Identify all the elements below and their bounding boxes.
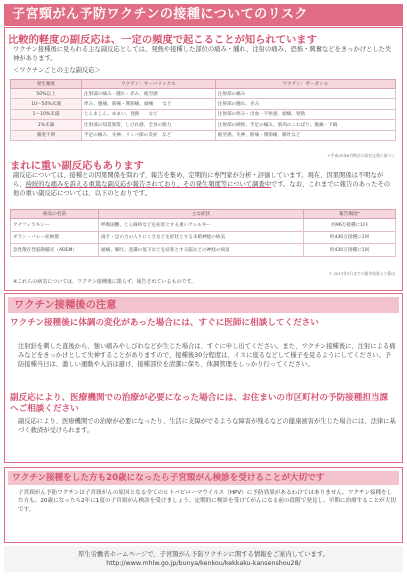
table-header: 主な症状 bbox=[99, 210, 304, 219]
table-header: 病気の名前 bbox=[11, 210, 99, 219]
table-header: ワクチン：ガーダシル bbox=[215, 80, 395, 89]
table-cell: じんましん、めまい、発熱 など bbox=[82, 109, 216, 119]
table-row bbox=[11, 109, 396, 119]
table-cell: ギラン・バレー症候群 bbox=[11, 231, 99, 244]
table-cell: 注射部の硬結、手足の痛み、筋肉のこわばり、腹痛・下痢 bbox=[215, 120, 395, 130]
table-cell: 頻度不明 bbox=[11, 130, 82, 140]
table-header: 発生頻度 bbox=[11, 80, 82, 89]
table-cell: アナフィラキシー bbox=[11, 219, 99, 232]
table-cell: 注射部の痒み・出血・不快感、頭痛、発熱 bbox=[215, 109, 395, 119]
table-cell: 50%以上 bbox=[11, 89, 82, 99]
table-cell: 頭痛、嘔吐、意識の低下などを症状とする脳などの神経の病気 bbox=[99, 244, 304, 257]
serious-side-effects-heading: まれに重い副反応もあります bbox=[10, 160, 144, 172]
consult-municipality-text: 副反応により、医療機関での治療が必要になったり、生活に支障がでるような障害が残るなどの健康被害が生じた場合には、法律に基づく救済が受けられます。 bbox=[18, 418, 396, 434]
table-row bbox=[11, 231, 396, 244]
side-effects-table bbox=[10, 79, 396, 141]
table-note: ＊ 2013年3月までの報告結果より算出 bbox=[328, 271, 395, 276]
table-header: 報告頻度* bbox=[304, 210, 396, 219]
serious-effects-table bbox=[10, 209, 396, 257]
table-caption: ＜ワクチンごとの主な副反応＞ bbox=[13, 67, 101, 74]
table-cell: 注射部の痛み bbox=[215, 89, 395, 99]
table-row bbox=[11, 219, 396, 232]
text-segment: です。なお、これまでに報告のあったその他の重い副反応については、以下のとおりです。 bbox=[13, 180, 391, 197]
table-row bbox=[11, 89, 396, 99]
table-note: ＊平成25年6月時点の添付文書に基づく bbox=[327, 153, 395, 158]
table-cell: 両手・足の力の入りにくさなどを症状とする末梢神経の病気 bbox=[99, 231, 304, 244]
table-cell: 10〜50%未満 bbox=[11, 99, 82, 109]
screening-heading: ワクチン接種をした方も20歳になったら子宮頸がん検診を受けることが大切です bbox=[8, 471, 399, 485]
consult-municipality-heading: 副反応により、医療機関での治療が必要になった場合には、お住まいの市区町村の予防接種担当課へご相談ください bbox=[10, 393, 389, 414]
underlined-text: 持続的な痛みを訴える重篤な副反応が報告されており、その発生頻度等について調査中 bbox=[25, 180, 272, 188]
table-cell: 注射部の腫れ、赤み bbox=[215, 99, 395, 109]
table-header: ワクチン：サーバリックス bbox=[82, 80, 216, 89]
footer-url-link[interactable]: http://www.mhlw.go.jp/bunya/kenkou/kekkaku-kansenshou28/ bbox=[106, 560, 301, 567]
footer bbox=[4, 546, 403, 572]
table-footnote: ※これらの病気については、ワクチン接種後に限らず、報告されているものです。 bbox=[13, 279, 197, 285]
mild-side-effects-heading: 比較的軽度の副反応は、一定の頻度で起こることが知られています bbox=[8, 34, 317, 46]
mild-side-effects-text: ワクチン接種後に見られる主な副反応としては、発熱や接種した部位の痛み・腫れ、注射の痛み、恐怖・興奮などをきっかけとした失神があります。 bbox=[13, 46, 392, 62]
table-row bbox=[11, 99, 396, 109]
table-cell: 1〜10%未満 bbox=[11, 109, 82, 119]
footer-text: 厚生労働省ホームページで、子宮頸がん予防ワクチンに関する情報をご案内しています。 bbox=[78, 551, 329, 558]
table-cell: 約430万接種に1回 bbox=[304, 244, 396, 257]
table-cell: 注射部の知覚異常、しびれ感、全身の脱力 bbox=[82, 120, 216, 130]
serious-side-effects-text bbox=[13, 172, 395, 198]
table-cell: 1%未満 bbox=[11, 120, 82, 130]
screening-text: 子宮頸がん予防ワクチンは子宮頸がんの原因となる全てのヒトパピローマウイルス（HPV）に予防効果があるわけではありません。ワクチン接種をした方も、20歳になったら2年に1度の子宮頸がん検診を受けましょう。定期的に検診を受けてがんになる前の段階で発見し、早期に治療することが大切です。 bbox=[18, 490, 396, 513]
table-cell: 注射部の痛み・腫れ・赤み、疲労感 bbox=[82, 89, 216, 99]
table-cell: 約96万接種に1回 bbox=[304, 219, 396, 232]
table-cell: 呼吸困難、じん麻疹などを症状とする重いアレルギー bbox=[99, 219, 304, 232]
text-segment: 副反応については、接種との因果関係を問わず、報告を集め、定期的に専門家が分析・評価しています。現在、因果関係は不明ながら、 bbox=[13, 172, 384, 188]
table-cell: 疲労感、失神、筋痛・関節痛、嘔吐など bbox=[215, 130, 395, 140]
table-row bbox=[11, 244, 396, 257]
after-vaccination-heading: ワクチン接種後の注意 bbox=[8, 297, 399, 313]
consult-doctor-text: 注射針を刺した直後から、強い痛みやしびれなどが生じた場合は、すぐに申し出てください。また、ワクチン接種後に、注射による痛みなどをきっかけとして失神することがありますので、接種後30分程度は、イスに座るなどして様子を見るようにしてください。予防接種当日は、激しい運動や入浴は避け、接種部位を清潔に保ち、体調管理をしっかり行ってください。 bbox=[18, 343, 396, 368]
table-cell: 痒み、腹痛、筋痛・関節痛、頭痛 など bbox=[82, 99, 216, 109]
table-cell: 急性散在性脳脊髄炎（ADEM） bbox=[11, 244, 99, 257]
consult-doctor-heading: ワクチン接種後に体調の変化があった場合には、すぐに医師に相談してください bbox=[10, 318, 319, 328]
table-row bbox=[11, 120, 396, 130]
page-title: 子宮頸がん予防ワクチンの接種についてのリスク bbox=[4, 4, 403, 26]
table-cell: 手足の痛み、失神、リンパ節の炎症 など bbox=[82, 130, 216, 140]
table-row bbox=[11, 130, 396, 140]
table-cell: 約430万接種に1回 bbox=[304, 231, 396, 244]
